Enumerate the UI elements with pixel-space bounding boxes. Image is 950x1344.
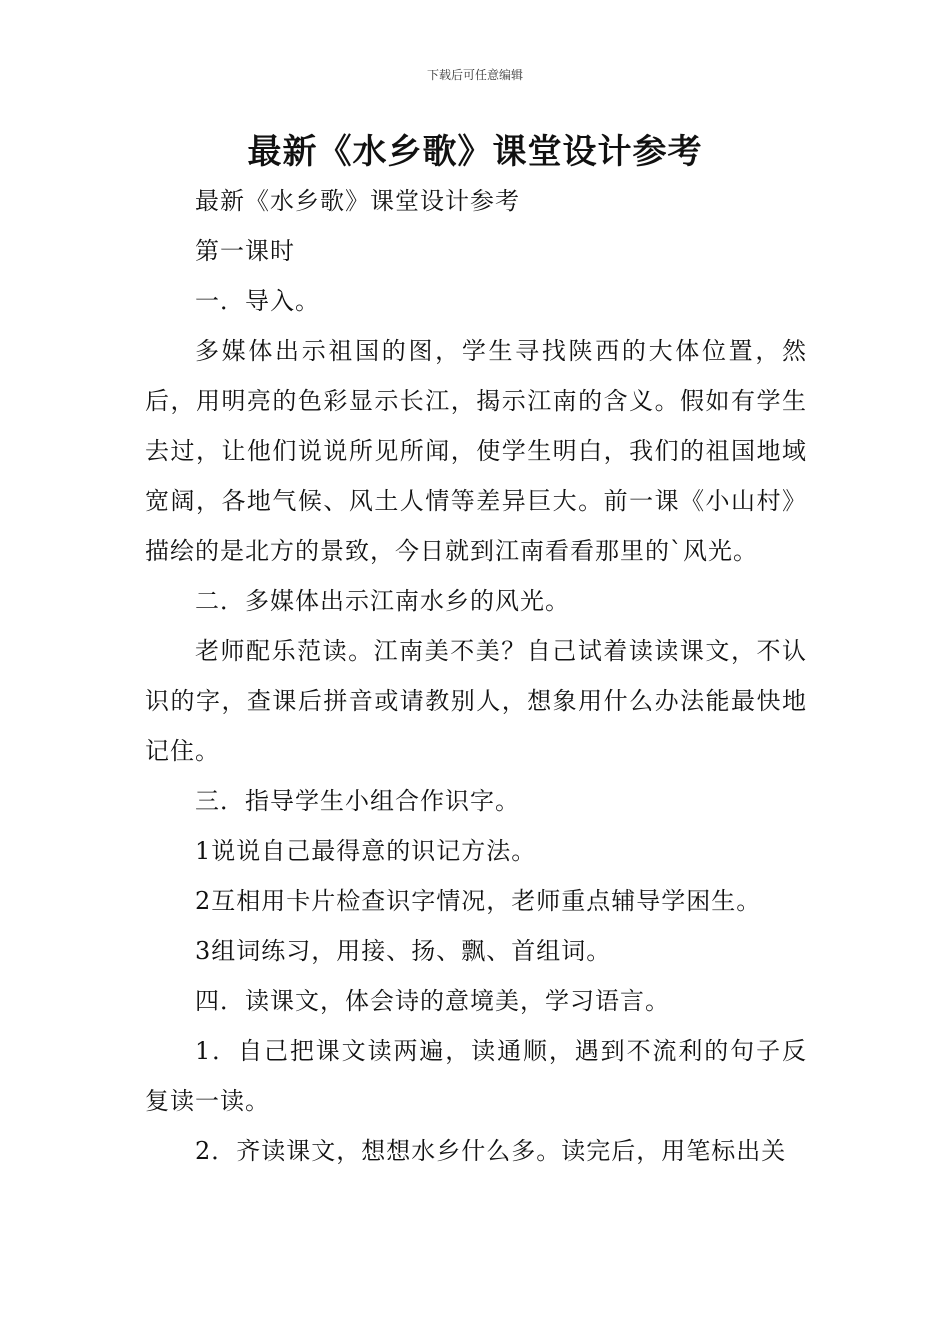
list-item-2: 2互相用卡片检查识字情况，老师重点辅导学困生。 [195,887,762,915]
section-heading-intro: 一．导入。 [195,287,320,315]
document-title: 最新《水乡歌》课堂设计参考 [247,132,703,172]
section-heading-read-text: 四．读课文，体会诗的意境美，学习语言。 [195,987,670,1015]
list-item-1: 1说说自己最得意的识记方法。 [195,837,537,865]
paragraph-intro-body: 多媒体出示祖国的图，学生寻找陕西的大体位置，然后，用明亮的色彩显示长江，揭示江南的含义。假如有学生去过，让他们说说所见所闻，使学生明白，我们的祖国地域宽阔，各地气候、风土人情等差异巨大。前一课《小山村》描绘的是北方的景致，今日就到江南看看那里的`风光。 [145,337,807,565]
paragraph-subtitle: 最新《水乡歌》课堂设计参考 [195,187,520,215]
list-item-read-1: 1．自己把课文读两遍，读通顺，遇到不流利的句子反复读一读。 [145,1037,807,1115]
paragraph-lesson-one: 第一课时 [195,237,295,265]
document-body [145,176,807,1176]
section-heading-multimedia: 二．多媒体出示江南水乡的风光。 [195,587,570,615]
paragraph-reading: 老师配乐范读。江南美不美？自己试着读读课文，不认识的字，查课后拼音或请教别人，想象用什么办法能最快地记住。 [145,637,807,765]
header-note: 下载后可任意编辑 [426,68,523,82]
list-item-3: 3组词练习，用接、扬、飘、首组词。 [195,937,612,965]
list-item-read-2: 2．齐读课文，想想水乡什么多。读完后，用笔标出关 [195,1137,787,1165]
section-heading-group-work: 三．指导学生小组合作识字。 [195,787,520,815]
